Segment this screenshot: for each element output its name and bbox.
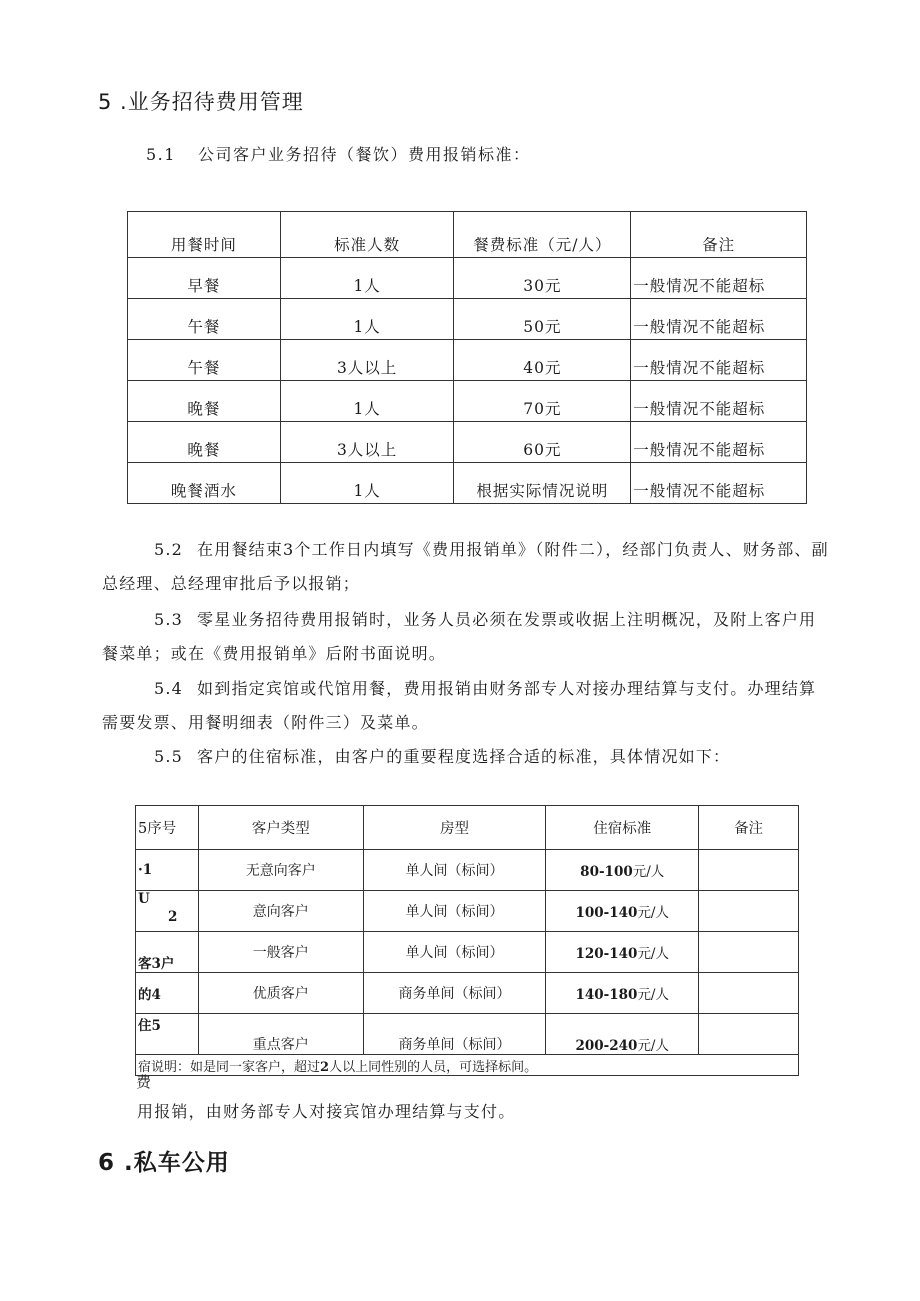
table-row — [128, 422, 807, 463]
clause-number: 5.2 — [154, 540, 184, 559]
note-cell: 一般情况不能超标 — [631, 381, 807, 422]
note-cell: 一般情况不能超标 — [631, 340, 807, 381]
index-cell: 的4 — [136, 973, 199, 1014]
header-cell: 用餐时间 — [128, 212, 281, 258]
clause-text: 公司客户业务招待（餐饮）费用报销标准： — [197, 145, 531, 164]
clause-number: 5.3 — [154, 610, 184, 629]
lodging-standard-table — [135, 805, 799, 1076]
meal-standard-table — [127, 211, 807, 504]
cost-cell: 40元 — [454, 340, 631, 381]
customer-type-cell: 意向客户 — [198, 891, 363, 932]
clause-5-2 — [102, 533, 832, 601]
cost-cell: 50元 — [454, 299, 631, 340]
lodging-standard-cell: 100-140元/人 — [546, 891, 699, 932]
headcount-cell: 1人 — [280, 463, 454, 504]
clause-text: 零星业务招待费用报销时，业务人员必须在发票或收据上注明概况，及附上客户用餐菜单；或在《费用报销单》后附书面说明。 — [102, 610, 817, 663]
room-type-cell: 单人间（标间） — [363, 850, 546, 891]
cost-cell: 60元 — [454, 422, 631, 463]
meal-time-cell: 晚餐 — [128, 422, 281, 463]
table-row — [128, 463, 807, 504]
note-cell: 一般情况不能超标 — [631, 299, 807, 340]
table-header-row — [128, 212, 807, 258]
clause-number: 5.5 — [154, 747, 184, 766]
cost-cell: 70元 — [454, 381, 631, 422]
meal-time-cell: 晚餐 — [128, 381, 281, 422]
customer-type-cell: 一般客户 — [198, 932, 363, 973]
clause-5-3 — [102, 603, 832, 671]
headcount-cell: 1人 — [280, 381, 454, 422]
headcount-cell: 3人以上 — [280, 340, 454, 381]
lodging-standard-cell: 80-100元/人 — [546, 850, 699, 891]
index-cell: ·1 — [136, 850, 199, 891]
room-type-cell: 商务单间（标间） — [363, 973, 546, 1014]
table-row — [128, 258, 807, 299]
note-cell: 一般情况不能超标 — [631, 422, 807, 463]
header-cell: 备注 — [699, 806, 799, 850]
table-row — [136, 973, 799, 1014]
note-cell — [699, 932, 799, 973]
clause-text: 在用餐结束3个工作日内填写《费用报销单》（附件二），经部门负责人、财务部、副总经理、总经理审批后予以报销； — [102, 540, 829, 593]
header-cell: 标准人数 — [280, 212, 454, 258]
meal-time-cell: 早餐 — [128, 258, 281, 299]
note-cell: 一般情况不能超标 — [631, 258, 807, 299]
clause-text: 如到指定宾馆或代馆用餐，费用报销由财务部专人对接办理结算与支付。办理结算需要发票、用餐明细表（附件三）及菜单。 — [102, 679, 817, 732]
header-cell: 备注 — [631, 212, 807, 258]
lodging-standard-cell: 120-140元/人 — [546, 932, 699, 973]
table-row — [136, 932, 799, 973]
table-row — [128, 381, 807, 422]
section-6-title: 6 .私车公用 — [98, 1150, 230, 1176]
headcount-cell: 1人 — [280, 258, 454, 299]
headcount-cell: 3人以上 — [280, 422, 454, 463]
customer-type-cell: 优质客户 — [198, 973, 363, 1014]
customer-type-cell: 重点客户 — [198, 1014, 363, 1055]
table-header-row — [136, 806, 799, 850]
clause-number: 5.4 — [154, 679, 184, 698]
note-cell — [699, 973, 799, 1014]
header-cell: 客户类型 — [198, 806, 363, 850]
table-row — [136, 1014, 799, 1055]
meal-time-cell: 午餐 — [128, 340, 281, 381]
note-cell — [699, 1014, 799, 1055]
table-row — [136, 891, 799, 932]
section-5-title: 5 .业务招待费用管理 — [98, 90, 304, 114]
footnote-cell: 宿说明：如是同一家客户，超过2人以上同性别的人员，可选择标间。 — [136, 1055, 799, 1076]
room-type-cell: 单人间（标间） — [363, 891, 546, 932]
table-footnote-row — [136, 1055, 799, 1076]
index-cell: 住5 — [136, 1014, 199, 1055]
clause-number: 5.1 — [146, 145, 176, 164]
note-cell — [699, 850, 799, 891]
meal-time-cell: 午餐 — [128, 299, 281, 340]
header-cell: 餐费标准（元/人） — [454, 212, 631, 258]
lodging-standard-cell: 140-180元/人 — [546, 973, 699, 1014]
clause-5-4 — [102, 672, 832, 740]
cost-cell: 根据实际情况说明 — [454, 463, 631, 504]
clause-5-1 — [146, 142, 530, 165]
header-cell: 5序号 — [136, 806, 199, 850]
index-cell: 客3户 — [136, 932, 199, 973]
table-row — [128, 299, 807, 340]
clause-text: 客户的住宿标准，由客户的重要程度选择合适的标准，具体情况如下： — [197, 747, 731, 766]
overflow-fee-text: 费 — [136, 1073, 152, 1091]
clause-5-5 — [102, 740, 832, 774]
table-row — [128, 340, 807, 381]
meal-time-cell: 晚餐酒水 — [128, 463, 281, 504]
customer-type-cell: 无意向客户 — [198, 850, 363, 891]
table-row — [136, 850, 799, 891]
room-type-cell: 商务单间（标间） — [363, 1014, 546, 1055]
header-cell: 住宿标准 — [546, 806, 699, 850]
lodging-standard-cell: 200-240元/人 — [546, 1014, 699, 1055]
note-cell: 一般情况不能超标 — [631, 463, 807, 504]
index-cell: U 2 — [136, 891, 199, 932]
headcount-cell: 1人 — [280, 299, 454, 340]
header-cell: 房型 — [363, 806, 546, 850]
room-type-cell: 单人间（标间） — [363, 932, 546, 973]
note-cell — [699, 891, 799, 932]
reimbursement-line: 用报销，由财务部专人对接宾馆办理结算与支付。 — [137, 1102, 516, 1121]
cost-cell: 30元 — [454, 258, 631, 299]
